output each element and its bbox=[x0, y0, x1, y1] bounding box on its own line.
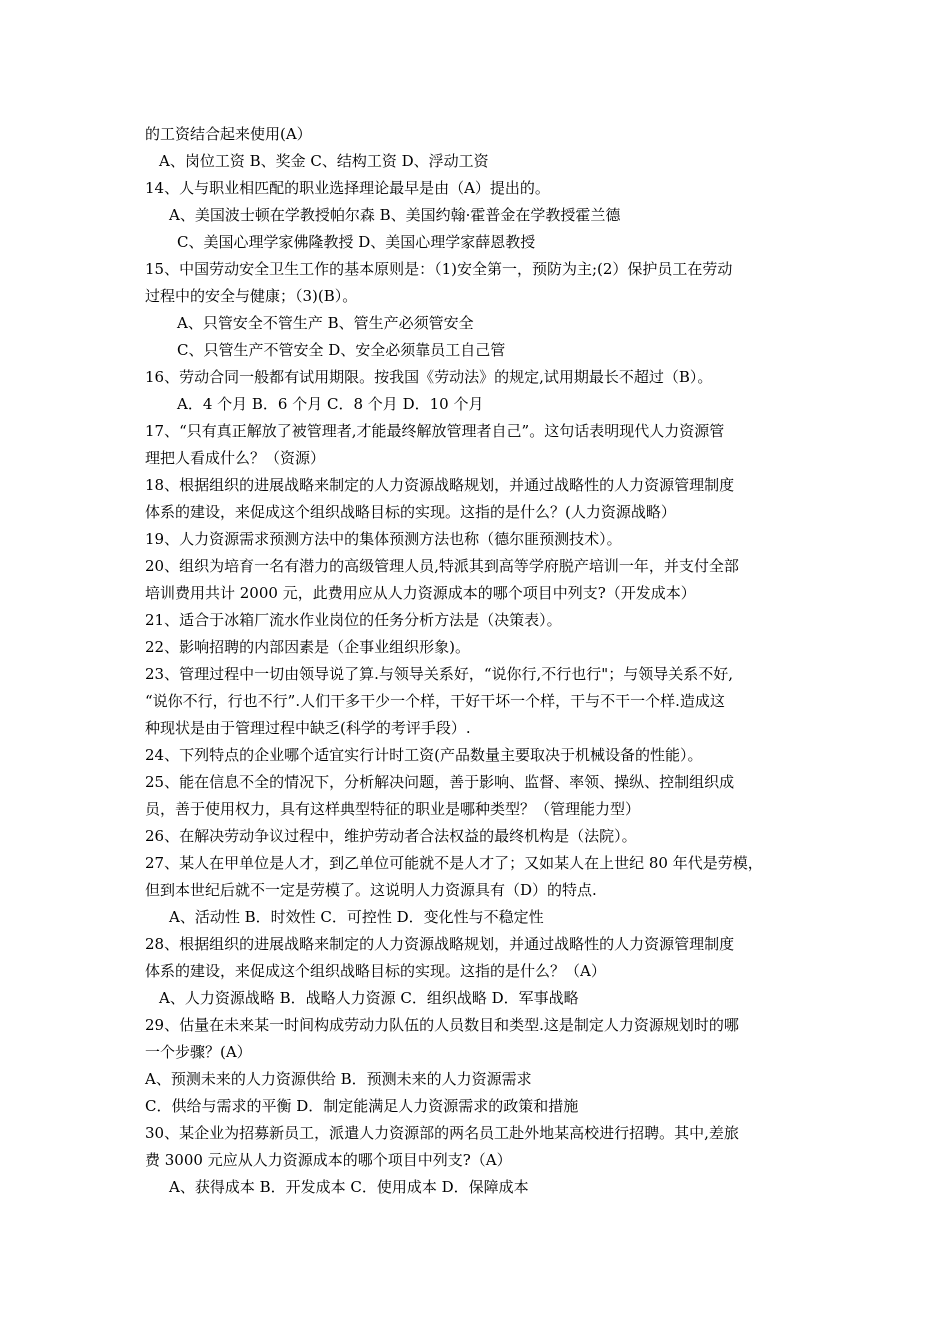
text-line: 的工资结合起来使用(A） bbox=[145, 125, 312, 143]
question-25: 25、能在信息不全的情况下，分析解决问题，善于影响、监督、率领、操纵、控制组织成 bbox=[145, 773, 735, 791]
question-16: 16、劳动合同一般都有试用期限。按我国《劳动法》的规定,试用期最长不超过（B）。 bbox=[145, 368, 713, 386]
text-line: 种现状是由于管理过程中缺乏(科学的考评手段）. bbox=[145, 719, 471, 737]
question-24: 24、下列特点的企业哪个适宜实行计时工资(产品数量主要取决于机械设备的性能）。 bbox=[145, 746, 703, 764]
answer-options: A．4 个月 B．6 个月 C．8 个月 D．10 个月 bbox=[177, 395, 484, 413]
question-26: 26、在解决劳动争议过程中，维护劳动者合法权益的最终机构是（法院）。 bbox=[145, 827, 637, 845]
question-19: 19、人力资源需求预测方法中的集体预测方法也称（德尔匪预测技术）。 bbox=[145, 530, 622, 548]
text-line: 费 3000 元应从人力资源成本的哪个项目中列支?（A） bbox=[145, 1151, 512, 1169]
text-line: “说你不行，行也不行”.人们干多干少一个样，干好干坏一个样，干与不干一个样.造成这 bbox=[145, 692, 725, 710]
question-14: 14、人与职业相匹配的职业选择理论最早是由（A）提出的。 bbox=[145, 179, 550, 197]
answer-options: C、美国心理学家佛隆教授 D、美国心理学家薛恩教授 bbox=[177, 233, 536, 251]
answer-options: A、获得成本 B．开发成本 C．使用成本 D．保障成本 bbox=[169, 1178, 529, 1196]
question-30: 30、某企业为招募新员工，派遣人力资源部的两名员工赴外地某高校进行招聘。其中,差旅 bbox=[145, 1124, 739, 1142]
text-line: 体系的建设，来促成这个组织战略目标的实现。这指的是什么？(人力资源战略） bbox=[145, 503, 676, 521]
question-18: 18、根据组织的进展战略来制定的人力资源战略规划，并通过战略性的人力资源管理制度 bbox=[145, 476, 735, 494]
text-line: 培训费用共计 2000 元，此费用应从人力资源成本的哪个项目中列支?（开发成本） bbox=[145, 584, 696, 602]
question-15: 15、中国劳动安全卫生工作的基本原则是：（1)安全第一，预防为主;(2）保护员工在劳动 bbox=[145, 260, 733, 278]
question-28: 28、根据组织的进展战略来制定的人力资源战略规划，并通过战略性的人力资源管理制度 bbox=[145, 935, 735, 953]
question-17: 17、“只有真正解放了被管理者,才能最终解放管理者自己”。这句话表明现代人力资源管 bbox=[145, 422, 725, 440]
answer-options: A、活动性 B．时效性 C．可控性 D．变化性与不稳定性 bbox=[169, 908, 544, 926]
answer-options: A、岗位工资 B、奖金 C、结构工资 D、浮动工资 bbox=[159, 152, 489, 170]
text-line: 理把人看成什么？（资源） bbox=[145, 449, 326, 467]
document-page bbox=[145, 121, 825, 1201]
question-27: 27、某人在甲单位是人才，到乙单位可能就不是人才了；又如某人在上世纪 80 年代是劳模， bbox=[145, 854, 763, 872]
question-23: 23、管理过程中一切由领导说了算.与领导关系好，“说你行,不行也行"；与领导关系不好, bbox=[145, 665, 733, 683]
text-line: 体系的建设，来促成这个组织战略目标的实现。这指的是什么？（A） bbox=[145, 962, 606, 980]
answer-options: A、只管安全不管生产 B、管生产必须管安全 bbox=[177, 314, 474, 332]
text-line: 过程中的安全与健康；（3)(B）。 bbox=[145, 287, 358, 305]
answer-options: A、人力资源战略 B．战略人力资源 C．组织战略 D．军事战略 bbox=[159, 989, 579, 1007]
answer-options: A、美国波士顿在学教授帕尔森 B、美国约翰·霍普金在学教授霍兰德 bbox=[169, 206, 621, 224]
answer-options: C．供给与需求的平衡 D．制定能满足人力资源需求的政策和措施 bbox=[145, 1097, 579, 1115]
answer-options: A、预测未来的人力资源供给 B．预测未来的人力资源需求 bbox=[145, 1070, 532, 1088]
answer-options: C、只管生产不管安全 D、安全必须靠员工自己管 bbox=[177, 341, 506, 359]
text-line: 但到本世纪后就不一定是劳模了。这说明人力资源具有（D）的特点. bbox=[145, 881, 597, 899]
question-29: 29、估量在未来某一时间构成劳动力队伍的人员数目和类型.这是制定人力资源规划时的哪 bbox=[145, 1016, 739, 1034]
question-21: 21、适合于冰箱厂流水作业岗位的任务分析方法是（决策表）。 bbox=[145, 611, 562, 629]
text-line: 一个步骤？(A） bbox=[145, 1043, 252, 1061]
question-20: 20、组织为培育一名有潜力的高级管理人员,特派其到高等学府脱产培训一年，并支付全部 bbox=[145, 557, 739, 575]
question-22: 22、影响招聘的内部因素是（企事业组织形象)。 bbox=[145, 638, 470, 656]
text-line: 员，善于使用权力，具有这样典型特征的职业是哪种类型？（管理能力型） bbox=[145, 800, 641, 818]
